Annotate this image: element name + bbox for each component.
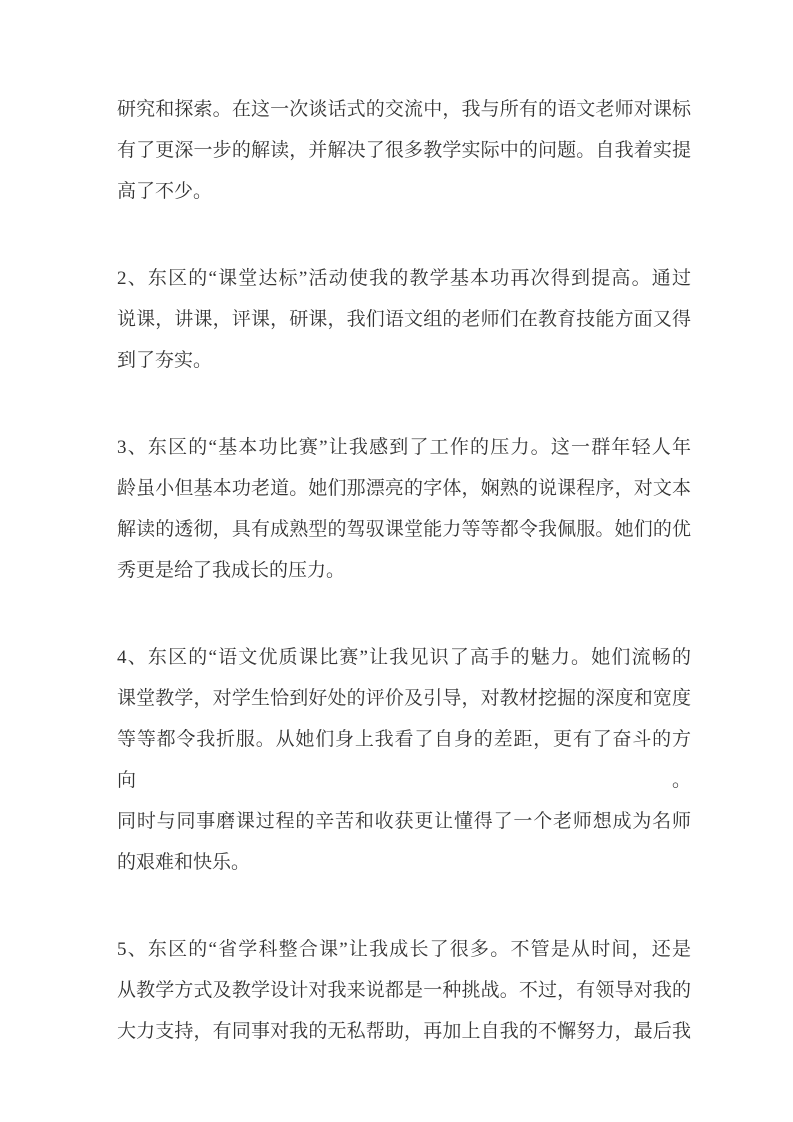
paragraph-4 [117,637,691,883]
text-line: 秀更是给了我成长的压力。 [117,560,346,581]
text-line: 3、东区的“基本功比赛”让我感到了工作的压力。这一群年轻人年 [117,437,691,458]
paragraph-2 [117,258,691,381]
text-line: 研究和探索。在这一次谈话式的交流中，我与所有的语文老师对课标 [117,99,691,120]
text-line: 有了更深一步的解读，并解决了很多教学实际中的问题。自我着实提 [117,140,691,161]
text-line: 解读的透彻，具有成熟型的驾驭课堂能力等等都令我佩服。她们的优 [117,519,691,540]
text-line: 高了不少。 [117,181,213,202]
text-line: 4、东区的“语文优质课比赛”让我见识了高手的魅力。她们流畅的 [117,647,691,668]
text-line: 5、东区的“省学科整合课”让我成长了很多。不管是从时间，还是 [117,939,691,960]
text-line: 到了夯实。 [117,350,213,371]
paragraph-3 [117,427,691,591]
text-line: 大力支持，有同事对我的无私帮助，再加上自我的不懈努力，最后我 [117,1021,691,1042]
text-line: 等等都令我折服。从她们身上我看了自身的差距，更有了奋斗的方向。 [117,729,691,791]
text-line: 的艰难和快乐。 [117,852,251,873]
text-line: 同时与同事磨课过程的辛苦和收获更让懂得了一个老师想成为名师 [117,811,691,832]
text-line: 龄虽小但基本功老道。她们那漂亮的字体，娴熟的说课程序，对文本 [117,478,691,499]
text-line: 2、东区的“课堂达标”活动使我的教学基本功再次得到提高。通过 [117,268,691,289]
text-block [117,89,691,1052]
text-line: 课堂教学，对学生恰到好处的评价及引导，对教材挖掘的深度和宽度 [117,688,691,709]
text-line: 从教学方式及教学设计对我来说都是一种挑战。不过，有领导对我的 [117,980,691,1001]
paragraph-5 [117,929,691,1052]
paragraph-1 [117,89,691,212]
text-line: 说课，讲课，评课，研课，我们语文组的老师们在教育技能方面又得 [117,309,691,330]
